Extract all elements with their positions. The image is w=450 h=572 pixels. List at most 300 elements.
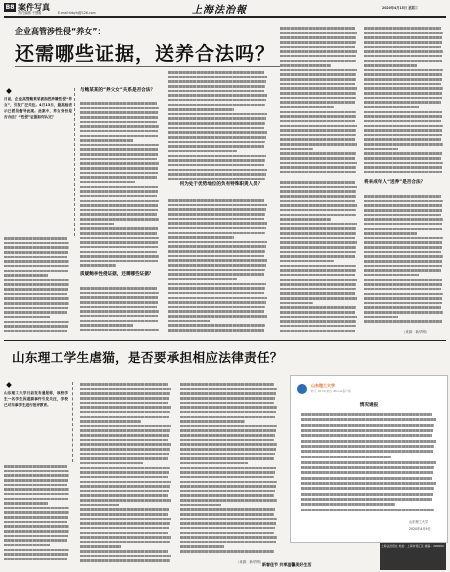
text-line-ink xyxy=(301,424,434,427)
text-line-ink xyxy=(168,213,265,216)
text-line-ink xyxy=(180,453,275,456)
text-line-ink xyxy=(80,232,157,235)
text-line-ink xyxy=(280,36,356,39)
text-line-ink xyxy=(80,306,157,309)
text-line-ink xyxy=(80,125,159,128)
text-line-ink xyxy=(80,536,171,539)
text-line-ink xyxy=(180,406,277,409)
text-line-ink xyxy=(180,504,221,507)
text-line-ink xyxy=(364,228,442,231)
text-line-ink xyxy=(80,116,158,119)
text-line-ink xyxy=(280,125,357,128)
headline-underline xyxy=(15,66,280,67)
text-line-ink xyxy=(168,113,267,116)
text-line-ink xyxy=(364,274,419,277)
text-line-ink xyxy=(168,178,265,181)
text-line-ink xyxy=(280,320,356,323)
text-line-ink xyxy=(280,64,331,67)
text-line-ink xyxy=(280,260,334,263)
text-line-ink xyxy=(4,270,68,273)
text-line-ink xyxy=(364,50,443,53)
text-line-ink xyxy=(80,320,158,323)
text-line-ink xyxy=(364,311,443,314)
text-line-ink xyxy=(168,117,266,120)
text-line-ink xyxy=(364,152,442,155)
text-line-ink xyxy=(168,269,265,272)
text-line-ink xyxy=(168,283,266,286)
text-line-ink xyxy=(180,490,275,493)
text-line-ink xyxy=(168,297,267,300)
text-line xyxy=(180,549,278,554)
text-line-ink xyxy=(80,448,170,451)
text-line-ink xyxy=(364,87,443,90)
text-line-ink xyxy=(80,158,157,161)
text-line-ink xyxy=(180,402,274,405)
text-line-ink xyxy=(168,104,265,107)
text-line-ink xyxy=(80,195,157,198)
text-line-ink xyxy=(180,527,275,530)
text-line-ink xyxy=(280,214,356,217)
text-line-ink xyxy=(364,171,442,174)
text-line-ink xyxy=(168,85,265,88)
text-line-ink xyxy=(80,223,114,226)
text-line-ink xyxy=(4,311,67,314)
text-line-ink xyxy=(80,200,159,203)
text-line-ink xyxy=(4,321,69,324)
text-line-ink xyxy=(180,429,276,432)
text-line-ink xyxy=(280,246,356,249)
text-line-ink xyxy=(168,310,264,313)
avatar xyxy=(297,384,307,394)
text-line-ink xyxy=(168,127,264,130)
text-line-ink xyxy=(364,143,443,146)
text-line-ink xyxy=(80,218,159,221)
article2-lede: 山东理工大学日前发布通报称，该校学生一名学生因虐猫事件引发关注，学校已对当事学生进行批评教育。 xyxy=(4,391,68,407)
text-line-ink xyxy=(80,485,170,488)
text-line-ink xyxy=(364,157,441,160)
text-line-ink xyxy=(80,260,158,263)
text-line-ink xyxy=(80,406,171,409)
text-line-ink xyxy=(180,485,276,488)
text-line-ink xyxy=(80,264,116,267)
text-line-ink xyxy=(301,440,436,443)
article1-col5b-body xyxy=(364,194,444,328)
text-line-ink xyxy=(80,504,119,507)
weibo-screenshot xyxy=(290,375,448,543)
section-divider xyxy=(4,340,446,341)
article1-col4b-body xyxy=(280,180,358,334)
text-line-ink xyxy=(364,83,441,86)
text-line-ink xyxy=(168,232,265,235)
text-line-ink xyxy=(80,434,169,437)
text-line-ink xyxy=(364,92,442,95)
text-line-ink xyxy=(364,125,443,128)
text-line-ink xyxy=(180,513,274,516)
text-line-ink xyxy=(80,102,157,105)
article1-headline: 还需哪些证据，送养合法吗？ xyxy=(15,43,276,65)
text-line xyxy=(280,170,358,175)
text-line-ink xyxy=(180,481,277,484)
text-line-ink xyxy=(80,204,158,207)
text-line-ink xyxy=(80,499,171,502)
text-line-ink xyxy=(80,550,168,553)
text-line-ink xyxy=(80,397,169,400)
text-line-ink xyxy=(80,425,171,428)
weibo-account: 山东理工大学 xyxy=(311,383,335,388)
text-line-ink xyxy=(280,209,356,212)
text-line-ink xyxy=(80,139,133,142)
text-line-ink xyxy=(4,251,68,254)
text-line-ink xyxy=(4,237,67,240)
text-line-ink xyxy=(168,173,266,176)
text-line-ink xyxy=(180,522,276,525)
text-line-ink xyxy=(80,209,158,212)
text-line-ink xyxy=(280,195,356,198)
text-line-ink xyxy=(180,462,248,465)
text-line-ink xyxy=(4,297,69,300)
text-line-ink xyxy=(301,434,432,437)
article1-kicker: 企业高管涉性侵“养女”： xyxy=(15,27,106,36)
text-line-ink xyxy=(80,467,170,470)
text-line-ink xyxy=(280,55,356,58)
text-line-ink xyxy=(280,69,357,72)
text-line-ink xyxy=(364,306,441,309)
text-line-ink xyxy=(364,246,442,249)
text-line-ink xyxy=(180,383,274,386)
text-line-ink xyxy=(4,511,69,514)
footer-side-box: 上海法治报社 地址：上海市徐汇区 邮编：200000 xyxy=(380,543,446,570)
text-line-ink xyxy=(301,487,434,490)
text-line-ink xyxy=(80,287,157,290)
text-line-ink xyxy=(280,223,357,226)
text-line-ink xyxy=(80,255,159,258)
text-line xyxy=(280,329,358,334)
text-line-ink xyxy=(364,320,442,323)
article1-sub2: 质疑鲍李性侵证据，还需哪些证据？ xyxy=(80,272,154,277)
text-line-ink xyxy=(80,111,158,114)
text-line-ink xyxy=(301,418,436,421)
text-line-ink xyxy=(280,73,356,76)
text-line-ink xyxy=(80,181,135,184)
text-line-ink xyxy=(80,130,158,133)
article1-sub3: 何为处于优势地位的负有特殊职责人员？ xyxy=(179,182,263,187)
text-line-ink xyxy=(180,397,275,400)
text-line-ink xyxy=(168,71,264,74)
section-title: 案件写真 xyxy=(18,3,50,12)
text-line-ink xyxy=(364,106,419,109)
text-line-ink xyxy=(168,236,234,239)
text-line-ink xyxy=(280,83,355,86)
text-line-ink xyxy=(280,129,356,132)
text-line-ink xyxy=(301,466,434,469)
text-line-ink xyxy=(168,287,265,290)
text-line-ink xyxy=(168,169,267,172)
text-line-ink xyxy=(364,260,442,263)
text-line-ink xyxy=(80,315,158,318)
text-line-ink xyxy=(80,190,158,193)
text-line-ink xyxy=(168,227,266,230)
text-line-ink xyxy=(301,503,395,506)
text-line-ink xyxy=(364,302,442,305)
text-line-ink xyxy=(168,324,265,327)
text-line-ink xyxy=(80,237,159,240)
text-line-ink xyxy=(364,218,443,221)
text-line-ink xyxy=(80,559,170,562)
text-line-ink xyxy=(280,325,356,328)
text-line-ink xyxy=(280,292,355,295)
text-line-ink xyxy=(168,94,267,97)
text-line-ink xyxy=(364,269,441,272)
text-line-ink xyxy=(280,60,356,63)
header-rule xyxy=(4,16,446,18)
text-line-ink xyxy=(364,69,443,72)
text-line-ink xyxy=(80,527,169,530)
text-line-ink xyxy=(280,143,357,146)
text-line xyxy=(80,558,172,563)
text-line-ink xyxy=(364,111,442,114)
text-line-ink xyxy=(4,316,50,319)
text-line-ink xyxy=(364,255,443,258)
text-line-ink xyxy=(4,288,68,291)
text-line-ink xyxy=(80,186,158,189)
text-line-ink xyxy=(80,476,168,479)
text-line-ink xyxy=(4,260,69,263)
weibo-title: 情况通报 xyxy=(359,403,379,408)
text-line-ink xyxy=(280,115,356,118)
article2-col2-body xyxy=(80,382,172,564)
text-line-ink xyxy=(364,115,442,118)
text-line-ink xyxy=(80,392,170,395)
text-line-ink xyxy=(280,251,356,254)
text-line-ink xyxy=(80,162,159,165)
text-line-ink xyxy=(280,148,313,151)
article1-sub4: 将来成年人“送养”是否合法？ xyxy=(364,180,426,185)
text-line xyxy=(80,328,160,333)
text-line-ink xyxy=(180,457,274,460)
text-line-ink xyxy=(280,171,356,174)
text-line xyxy=(168,328,268,333)
text-line-ink xyxy=(168,80,266,83)
text-line-ink xyxy=(168,259,267,262)
text-line-ink xyxy=(4,283,69,286)
text-line-ink xyxy=(364,265,442,268)
text-line-ink xyxy=(80,555,171,558)
text-line-ink xyxy=(180,545,224,548)
text-line-ink xyxy=(280,41,356,44)
text-line-ink xyxy=(4,465,67,468)
text-line-ink xyxy=(4,553,68,556)
text-line-ink xyxy=(4,498,68,501)
text-line-ink xyxy=(4,256,67,259)
text-line-ink xyxy=(80,457,168,460)
text-line-ink xyxy=(280,101,355,104)
text-line-ink xyxy=(280,274,355,277)
lede-marker-icon xyxy=(6,382,12,388)
text-line-ink xyxy=(4,544,50,547)
text-line-ink xyxy=(180,467,276,470)
text-line-ink xyxy=(4,242,69,245)
text-line-ink xyxy=(364,223,442,226)
text-line-ink xyxy=(364,283,442,286)
text-line-ink xyxy=(301,477,432,480)
text-line-ink xyxy=(280,181,355,184)
text-line-ink xyxy=(80,490,169,493)
text-line-ink xyxy=(80,301,158,304)
text-line-ink xyxy=(364,316,398,319)
text-line-ink xyxy=(168,208,266,211)
text-line-ink xyxy=(80,135,158,138)
text-line-ink xyxy=(364,162,443,165)
editor-email: E-mail:fzbyhj@126.com xyxy=(58,11,96,15)
text-line-ink xyxy=(80,513,168,516)
text-line-ink xyxy=(168,76,267,79)
text-line-ink xyxy=(280,106,334,109)
text-line-ink xyxy=(280,302,313,305)
text-line-ink xyxy=(364,36,442,39)
text-line-ink xyxy=(4,302,69,305)
text-line-ink xyxy=(168,155,266,158)
text-line-ink xyxy=(280,157,355,160)
text-line-ink xyxy=(168,301,266,304)
text-line-ink xyxy=(280,97,356,100)
text-line-ink xyxy=(4,558,67,561)
text-line-ink xyxy=(364,73,442,76)
text-line-ink xyxy=(80,429,170,432)
text-line-ink xyxy=(364,166,442,169)
text-line-ink xyxy=(301,450,433,453)
text-line-ink xyxy=(80,420,141,423)
text-line xyxy=(4,557,70,562)
text-line-ink xyxy=(4,293,67,296)
text-line-ink xyxy=(168,108,234,111)
text-line-ink xyxy=(364,204,442,207)
text-line-ink xyxy=(4,502,48,505)
text-line-ink xyxy=(80,324,133,327)
text-line-ink xyxy=(280,306,356,309)
text-line-ink xyxy=(4,265,69,268)
text-line-ink xyxy=(168,329,264,332)
text-line-ink xyxy=(301,461,436,464)
text-line-ink xyxy=(180,536,277,539)
masthead-logo: 上海法治報 xyxy=(192,5,247,16)
weibo-body xyxy=(301,412,437,516)
weibo-time: 昨天 16:50 来自 iPhone客户端 xyxy=(311,389,351,393)
text-line-ink xyxy=(280,190,356,193)
text-line-ink xyxy=(168,90,264,93)
article1-col2-body xyxy=(80,101,160,269)
text-line-ink xyxy=(80,144,159,147)
text-line-ink xyxy=(280,316,357,319)
text-line-ink xyxy=(168,250,265,253)
text-line-ink xyxy=(168,145,264,148)
text-line-ink xyxy=(364,60,442,63)
text-line-ink xyxy=(168,315,267,318)
text-line xyxy=(4,329,70,334)
text-line xyxy=(168,177,268,182)
text-line-ink xyxy=(80,388,171,391)
text-line-ink xyxy=(364,41,442,44)
text-line-ink xyxy=(280,204,357,207)
text-line-ink xyxy=(180,476,274,479)
text-line-ink xyxy=(80,153,158,156)
text-line-ink xyxy=(364,32,443,35)
text-line-ink xyxy=(80,416,169,419)
text-line-ink xyxy=(301,445,434,448)
text-line-ink xyxy=(80,292,159,295)
text-line-ink xyxy=(4,530,69,533)
text-line-ink xyxy=(80,246,158,249)
text-line-ink xyxy=(80,329,159,332)
text-line-ink xyxy=(80,167,158,170)
text-line-ink xyxy=(280,297,357,300)
text-line-ink xyxy=(4,470,69,473)
text-line-ink xyxy=(364,64,417,67)
text-line-ink xyxy=(168,306,265,309)
text-line-ink xyxy=(168,131,267,134)
page-number-box: B8 xyxy=(5,4,15,11)
text-line-ink xyxy=(180,425,277,428)
article2-col1-body xyxy=(4,464,70,564)
text-line-ink xyxy=(280,269,356,272)
text-line-ink xyxy=(180,448,276,451)
text-line-ink xyxy=(364,195,441,198)
text-line-ink xyxy=(280,152,356,155)
text-line-ink xyxy=(80,494,168,497)
text-line-ink xyxy=(168,278,237,281)
text-line-ink xyxy=(364,232,417,235)
text-line-ink xyxy=(80,121,157,124)
article2-headline: 山东理工学生虐猫，是否要承担相应法律责任？ xyxy=(12,350,283,365)
text-line-ink xyxy=(80,439,168,442)
text-line-ink xyxy=(180,439,274,442)
text-line-ink xyxy=(80,402,168,405)
text-line-ink xyxy=(180,508,275,511)
text-line-ink xyxy=(364,241,442,244)
article1-col3b-body xyxy=(168,198,268,336)
text-line-ink xyxy=(80,213,157,216)
text-line-ink xyxy=(80,522,170,525)
text-line-ink xyxy=(180,392,276,395)
text-line-ink xyxy=(180,420,245,423)
text-line-ink xyxy=(364,288,441,291)
text-line-ink xyxy=(364,293,443,296)
article1-lede-box xyxy=(4,88,75,236)
text-line-ink xyxy=(4,525,69,528)
text-line-ink xyxy=(168,136,266,139)
text-line-ink xyxy=(168,159,265,162)
text-line-ink xyxy=(180,494,274,497)
article2-col3-body xyxy=(180,382,278,558)
text-line-ink xyxy=(280,27,355,30)
text-line-ink xyxy=(80,148,158,151)
text-line-ink xyxy=(4,549,69,552)
text-line-ink xyxy=(280,92,356,95)
text-line-ink xyxy=(364,209,442,212)
article1-col3-body xyxy=(168,70,268,182)
text-line-ink xyxy=(168,222,267,225)
text-line-ink xyxy=(180,518,277,521)
text-line-ink xyxy=(80,462,143,465)
text-line-ink xyxy=(280,138,355,141)
text-line-ink xyxy=(168,204,267,207)
text-line-ink xyxy=(80,545,121,548)
text-line-ink xyxy=(280,78,356,81)
text-line-ink xyxy=(168,245,266,248)
text-line-ink xyxy=(364,46,441,49)
article1-col1-body xyxy=(4,236,70,336)
text-line-ink xyxy=(4,474,69,477)
text-line-ink xyxy=(301,493,433,496)
